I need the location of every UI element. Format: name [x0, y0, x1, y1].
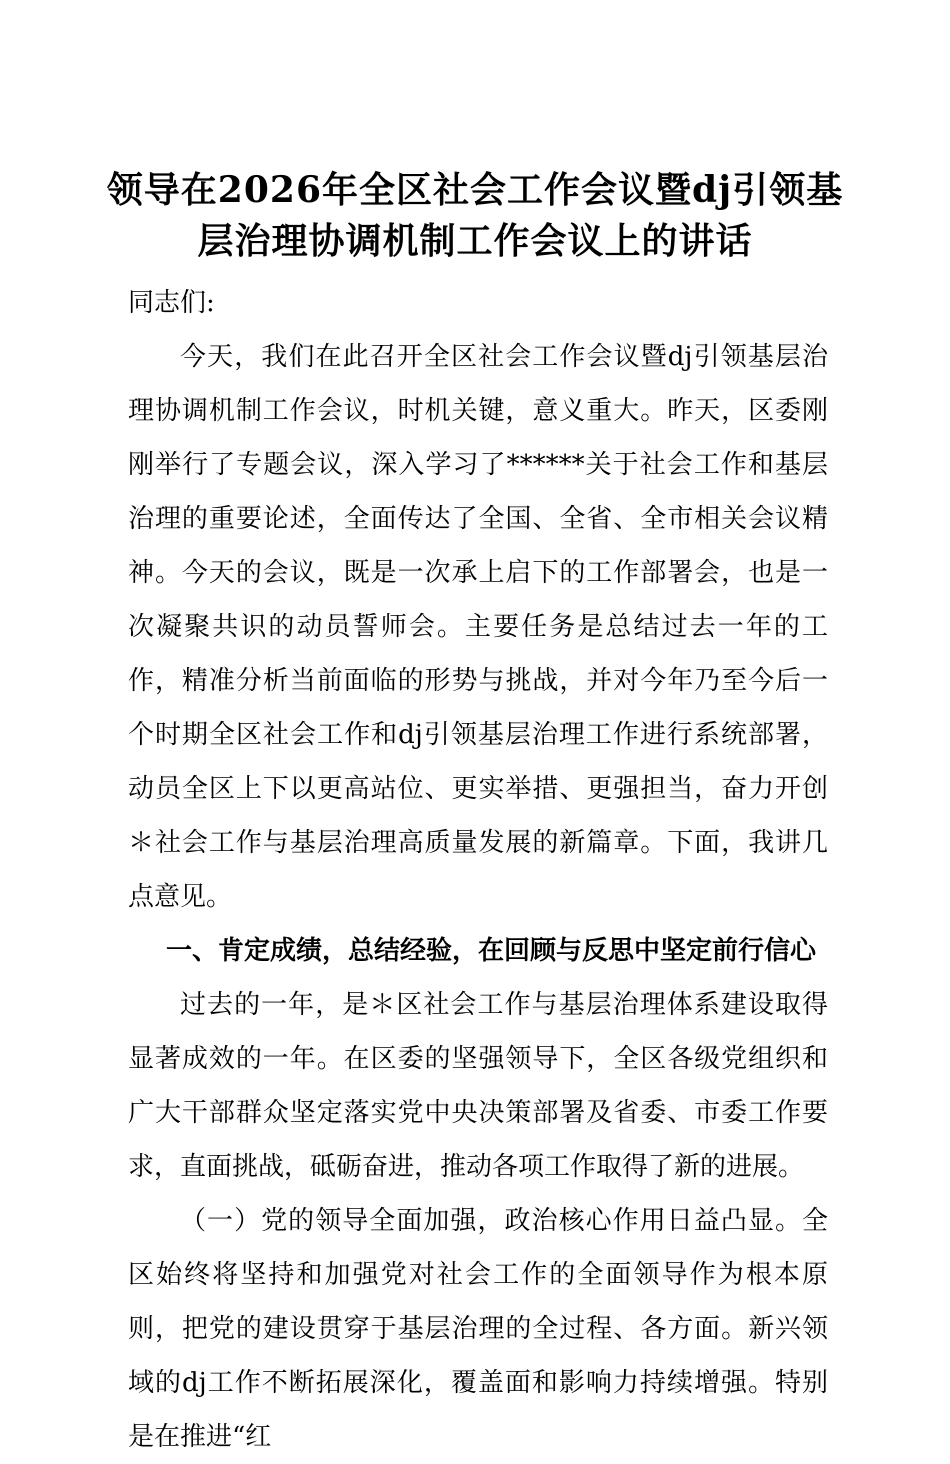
title-line-2: 层治理协调机制工作会议上的讲话 — [197, 220, 753, 262]
section-paragraph: 过去的一年，是＊区社会工作与基层治理体系建设取得显著成效的一年。在区委的坚强领导下，全区各级党组织和广大干部群众坚定落实党中央决策部署及省委、市委工作要求，直面挑战，砥砺奋进，推动各项工作取得了新的进展。 — [128, 990, 828, 1182]
greeting: 同志们: — [128, 288, 215, 318]
document-title — [100, 165, 850, 267]
section-heading: 一、肯定成绩，总结经验，在回顾与反思中坚定前行信心 — [166, 936, 817, 966]
document-body — [128, 276, 828, 1464]
title-line-1: 领导在2026年全区社会工作会议暨dj引领基 — [106, 169, 844, 211]
section-paragraph: （一）党的领导全面加强，政治核心作用日益凸显。全区始终将坚持和加强党对社会工作的全面领导作为根本原则，把党的建设贯穿于基层治理的全过程、各方面。新兴领域的dj工作不断拓展深化，覆盖面和影响力持续增强。特别是在推进“红 — [128, 1206, 828, 1452]
opening-paragraph: 今天，我们在此召开全区社会工作会议暨dj引领基层治理协调机制工作会议，时机关键，意义重大。昨天，区委刚刚举行了专题会议，深入学习了******关于社会工作和基层治理的重要论述，全面传达了全国、全省、全市相关会议精神。今天的会议，既是一次承上启下的工作部署会，也是一次凝聚共识的动员誓师会。主要任务是总结过去一年的工作，精准分析当前面临的形势与挑战，并对今年乃至今后一个时期全区社会工作和dj引领基层治理工作进行系统部署，动员全区上下以更高站位、更实举措、更强担当，奋力开创＊社会工作与基层治理高质量发展的新篇章。下面，我讲几点意见。 — [128, 342, 828, 912]
